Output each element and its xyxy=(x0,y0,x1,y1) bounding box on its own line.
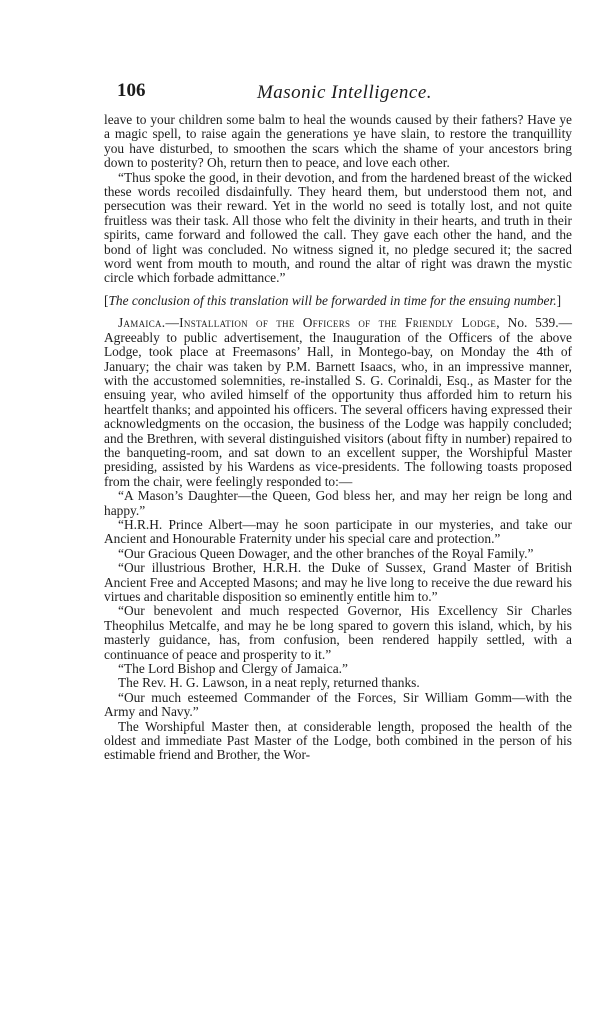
toast: “Our much esteemed Commander of the Forces, Sir William Gomm—with the Army and Navy.” xyxy=(104,689,572,720)
toast: “Our Gracious Queen Dowager, and the other branches of the Royal Family.” xyxy=(118,545,534,561)
toast: “The Lord Bishop and Clergy of Jamaica.” xyxy=(118,661,348,677)
note-bracket-open: [ xyxy=(104,292,109,308)
note-text: The conclusion of this translation will be forwarded in time for the ensuing number. xyxy=(108,292,557,308)
running-title: Masonic Intelligence. xyxy=(256,82,433,103)
paragraph: The Rev. H. G. Lawson, in a neat reply, returned thanks. xyxy=(118,675,420,691)
paragraph: leave to your children some balm to heal the wounds caused by their fathers? Have ye a magic spell, to raise again the generations ye have slain, to restore the tranquillity you have disturbed, to smoothen the scars which the shame of your ancestors bring down to posterity? Oh, return then to peace, and love each other. xyxy=(104,112,572,171)
toast: “H.R.H. Prince Albert—may he soon participate in our mysteries, and take our Ancient and Honourable Fraternity under his special care and protection.” xyxy=(104,516,572,547)
lodge-report xyxy=(104,316,572,489)
editorial-note xyxy=(104,294,572,308)
page-number: 106 xyxy=(117,80,146,101)
toast: “Our illustrious Brother, H.R.H. the Duke of Sussex, Grand Master of British Ancient Free and Accepted Masons; and may he live long to receive the due reward his virtues and charitable disposition so eminently entitle him to.” xyxy=(104,560,572,604)
paragraph: The Worshipful Master then, at considerable length, proposed the health of the oldest and immediate Past Master of the Lodge, both combined in the person of his estimable friend and Brother, the Wor- xyxy=(104,718,572,763)
toast: “A Mason’s Daughter—the Queen, God bless her, and may her reign be long and happy.” xyxy=(104,488,572,518)
toast: “Our benevolent and much respected Governor, His Excellency Sir Charles Theophilus Metcalfe, and may he be long spared to govern this island, which, by his masterly guidance, has, from confusion, been rendered happily settled, with a continuance of peace and prosperity to it.” xyxy=(104,603,572,662)
article-body xyxy=(104,113,572,763)
paragraph: “Thus spoke the good, in their devotion, and from the hardened breast of the wicked these words recoiled disdainfully. They heard them, but understood them not, and persecution was their reward. Yet in the world no seed is totally lost, and not quite fruitless was their task. All those who felt the divinity in their hearts, and truth in their spirits, came forward and followed the call. They gave each other the hand, and the bond of light was concluded. No witness signed it, no pledge secured it; the sacred word went from mouth to mouth, and round the altar of right was drawn the mystic circle which forbade admittance.” xyxy=(104,169,572,286)
report-text: No. 539.—Agreeably to public advertisement, the Inauguration of the Officers of the above Lodge, took place at Freemasons’ Hall, in Montego-bay, on Monday the 4th of January; the chair was taken by P.M. Barnett Isaacs, who, in an impressive manner, with the accustomed solemnities, re-installed S. G. Corinaldi, Esq., as Master for the ensuing year, who aviled himself of the opportunity thus afforded him to return his heartfelt thanks; and appointed his officers. The several officers having expressed their acknowledgments on the occasion, the business of the Lodge was happily concluded; and the Brethren, with several distinguished visitors (about fifty in number) repaired to the banqueting-room, and sat down to an excellent supper, the Worshipful Master presiding, assisted by his Wardens as vice-presidents. The following toasts proposed from the chair, were feelingly responded to:— xyxy=(104,315,572,489)
page-header xyxy=(117,80,572,106)
section-heading: Jamaica.—Installation of the Officers of the Friendly Lodge, xyxy=(118,315,500,331)
note-bracket-close: ] xyxy=(556,292,562,308)
